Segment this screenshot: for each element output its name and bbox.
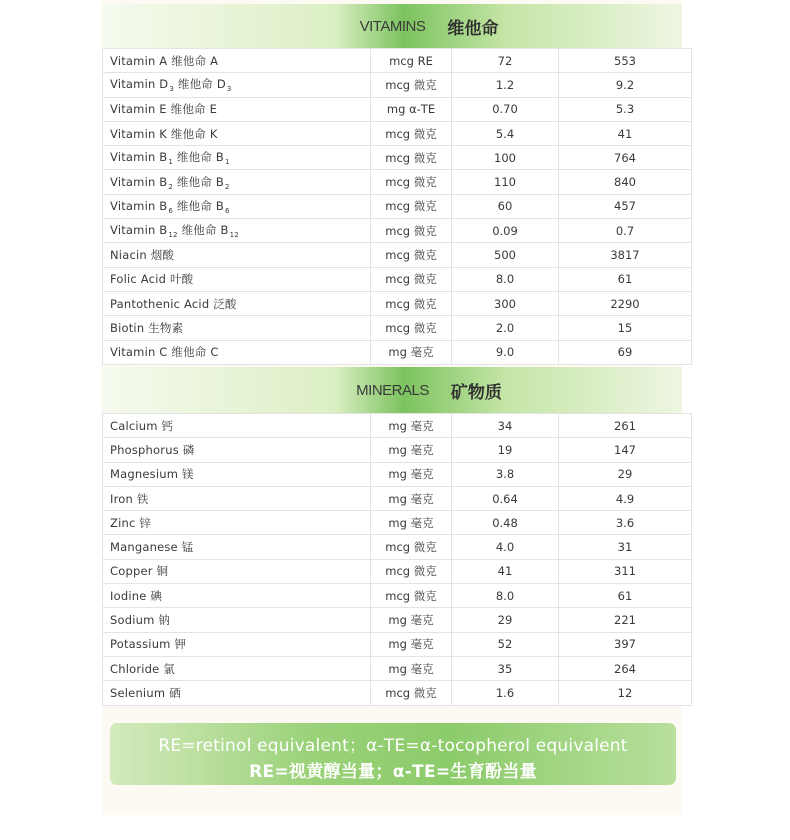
nutrient-name-cn: 维他命 B (173, 198, 224, 213)
nutrient-unit: mg 毫克 (371, 438, 452, 462)
vitamins-title-cn: 维他命 (447, 18, 499, 39)
footnote-box (110, 723, 676, 785)
table-row (103, 291, 692, 315)
nutrient-subscript: 6 (224, 206, 230, 215)
nutrient-value-per-serving: 300 (452, 291, 559, 315)
nutrient-value-per-100: 61 (559, 584, 692, 608)
table-row (103, 316, 692, 340)
nutrient-subscript: 12 (229, 231, 239, 240)
nutrient-value-per-serving: 3.8 (452, 462, 559, 486)
nutrient-value-per-100: 764 (559, 146, 692, 170)
nutrient-unit: mcg 微克 (371, 194, 452, 218)
footnote-line-en: RE=retinol equivalent；α-TE=α-tocopherol equivalent (158, 736, 628, 756)
nutrient-unit: mcg 微克 (371, 584, 452, 608)
nutrient-unit: mg 毫克 (371, 511, 452, 535)
nutrient-subscript: 12 (168, 231, 178, 240)
nutrient-value-per-100: 61 (559, 267, 692, 291)
nutrient-value-per-100: 0.7 (559, 219, 692, 243)
nutrient-value-per-100: 69 (559, 340, 692, 364)
nutrient-name-cn: 维他命 B (177, 223, 229, 238)
nutrient-value-per-100: 261 (559, 414, 692, 438)
nutrient-value-per-100: 457 (559, 194, 692, 218)
table-row (103, 486, 692, 510)
nutrient-name (103, 146, 371, 170)
nutrient-value-per-100: 4.9 (559, 486, 692, 510)
nutrient-unit: mg 毫克 (371, 486, 452, 510)
nutrient-value-per-serving: 19 (452, 438, 559, 462)
table-row (103, 146, 692, 170)
nutrient-name: Pantothenic Acid 泛酸 (103, 291, 371, 315)
table-row (103, 49, 692, 73)
nutrient-subscript: 3 (169, 85, 175, 94)
nutrient-unit: mcg 微克 (371, 681, 452, 705)
nutrient-value-per-100: 311 (559, 559, 692, 583)
nutrient-value-per-serving: 60 (452, 194, 559, 218)
nutrient-name: Biotin 生物素 (103, 316, 371, 340)
table-row (103, 97, 692, 121)
nutrient-name: Vitamin E 维他命 E (103, 97, 371, 121)
nutrient-name: Copper 铜 (103, 559, 371, 583)
nutrient-value-per-serving: 100 (452, 146, 559, 170)
table-row (103, 243, 692, 267)
nutrient-value-per-serving: 8.0 (452, 267, 559, 291)
nutrient-value-per-serving: 9.0 (452, 340, 559, 364)
nutrient-value-per-100: 3.6 (559, 511, 692, 535)
table-row (103, 462, 692, 486)
nutrient-value-per-serving: 0.48 (452, 511, 559, 535)
nutrient-name (103, 194, 371, 218)
nutrient-value-per-100: 29 (559, 462, 692, 486)
table-row (103, 608, 692, 632)
nutrient-subscript: 1 (168, 158, 174, 167)
table-row (103, 194, 692, 218)
nutrient-value-per-serving: 110 (452, 170, 559, 194)
nutrient-name (103, 170, 371, 194)
nutrient-value-per-100: 221 (559, 608, 692, 632)
table-row (103, 170, 692, 194)
minerals-title-cn: 矿物质 (450, 382, 502, 403)
minerals-title-en: MINERALS (356, 381, 429, 399)
nutrient-name-en: Vitamin B (110, 223, 168, 238)
table-row (103, 414, 692, 438)
nutrient-unit: mg α-TE (371, 97, 452, 121)
table-row (103, 535, 692, 559)
nutrient-name-cn: 维他命 B (173, 150, 224, 165)
nutrient-name-cn: 维他命 D (174, 77, 226, 92)
nutrient-name: Phosphorus 磷 (103, 438, 371, 462)
nutrient-value-per-100: 5.3 (559, 97, 692, 121)
nutrient-name: Potassium 钾 (103, 632, 371, 656)
nutrient-name-en: Vitamin B (110, 174, 168, 189)
table-row (103, 681, 692, 705)
nutrient-value-per-100: 147 (559, 438, 692, 462)
nutrient-unit: mg 毫克 (371, 608, 452, 632)
nutrient-name-en: Vitamin D (110, 77, 169, 92)
nutrient-subscript: 2 (168, 182, 174, 191)
nutrient-name (103, 73, 371, 97)
nutrient-unit: mcg 微克 (371, 559, 452, 583)
nutrient-name: Calcium 钙 (103, 414, 371, 438)
nutrient-name: Vitamin K 维他命 K (103, 121, 371, 145)
nutrient-value-per-serving: 0.70 (452, 97, 559, 121)
nutrient-value-per-serving: 72 (452, 49, 559, 73)
nutrient-value-per-100: 3817 (559, 243, 692, 267)
nutrient-name: Niacin 烟酸 (103, 243, 371, 267)
nutrient-name: Iron 铁 (103, 486, 371, 510)
nutrient-name: Zinc 锌 (103, 511, 371, 535)
nutrient-value-per-serving: 8.0 (452, 584, 559, 608)
nutrient-value-per-serving: 35 (452, 656, 559, 680)
minerals-header (102, 367, 682, 413)
nutrient-value-per-serving: 29 (452, 608, 559, 632)
nutrient-name-en: Vitamin B (110, 198, 168, 213)
vitamins-table (102, 48, 692, 365)
nutrient-name-en: Vitamin B (110, 150, 168, 165)
nutrient-value-per-serving: 41 (452, 559, 559, 583)
nutrient-value-per-100: 264 (559, 656, 692, 680)
table-row (103, 340, 692, 364)
nutrient-subscript: 2 (224, 182, 230, 191)
nutrient-unit: mcg 微克 (371, 267, 452, 291)
nutrient-unit: mg 毫克 (371, 462, 452, 486)
footnote-line-cn: RE=视黄醇当量；α-TE=生育酚当量 (249, 762, 537, 782)
nutrient-unit: mcg 微克 (371, 535, 452, 559)
table-row (103, 511, 692, 535)
nutrient-unit: mcg 微克 (371, 316, 452, 340)
nutrient-name: Sodium 钠 (103, 608, 371, 632)
table-row (103, 656, 692, 680)
nutrient-unit: mcg 微克 (371, 243, 452, 267)
nutrient-value-per-100: 840 (559, 170, 692, 194)
table-row (103, 267, 692, 291)
nutrient-value-per-serving: 0.09 (452, 219, 559, 243)
nutrient-unit: mg 毫克 (371, 632, 452, 656)
nutrient-value-per-100: 12 (559, 681, 692, 705)
nutrient-unit: mcg RE (371, 49, 452, 73)
nutrient-subscript: 1 (224, 158, 230, 167)
nutrient-value-per-100: 553 (559, 49, 692, 73)
table-row (103, 219, 692, 243)
table-row (103, 73, 692, 97)
nutrient-value-per-100: 2290 (559, 291, 692, 315)
nutrient-value-per-serving: 52 (452, 632, 559, 656)
nutrient-value-per-serving: 4.0 (452, 535, 559, 559)
nutrient-name: Magnesium 镁 (103, 462, 371, 486)
nutrient-unit: mg 毫克 (371, 656, 452, 680)
nutrient-value-per-serving: 500 (452, 243, 559, 267)
nutrient-name-cn: 维他命 B (173, 174, 224, 189)
table-row (103, 559, 692, 583)
nutrient-name: Vitamin C 维他命 C (103, 340, 371, 364)
nutrient-value-per-serving: 5.4 (452, 121, 559, 145)
nutrient-subscript: 3 (226, 85, 232, 94)
nutrient-subscript: 6 (168, 206, 174, 215)
nutrient-value-per-100: 31 (559, 535, 692, 559)
table-row (103, 438, 692, 462)
nutrient-name: Vitamin A 维他命 A (103, 49, 371, 73)
nutrient-value-per-serving: 2.0 (452, 316, 559, 340)
nutrient-value-per-100: 15 (559, 316, 692, 340)
nutrient-value-per-serving: 0.64 (452, 486, 559, 510)
nutrient-value-per-serving: 1.2 (452, 73, 559, 97)
nutrient-value-per-serving: 34 (452, 414, 559, 438)
minerals-table (102, 413, 692, 706)
table-row (103, 632, 692, 656)
nutrient-name: Iodine 碘 (103, 584, 371, 608)
nutrient-unit: mcg 微克 (371, 291, 452, 315)
nutrient-name: Folic Acid 叶酸 (103, 267, 371, 291)
nutrient-name: Chloride 氯 (103, 656, 371, 680)
vitamins-title-en: VITAMINS (359, 17, 426, 35)
nutrient-unit: mcg 微克 (371, 146, 452, 170)
nutrient-unit: mg 毫克 (371, 414, 452, 438)
nutrient-name: Manganese 锰 (103, 535, 371, 559)
nutrient-unit: mcg 微克 (371, 73, 452, 97)
nutrient-unit: mcg 微克 (371, 170, 452, 194)
nutrient-unit: mcg 微克 (371, 219, 452, 243)
nutrient-name: Selenium 硒 (103, 681, 371, 705)
nutrient-unit: mg 毫克 (371, 340, 452, 364)
nutrient-name (103, 219, 371, 243)
nutrient-unit: mcg 微克 (371, 121, 452, 145)
nutrient-value-per-100: 9.2 (559, 73, 692, 97)
table-row (103, 584, 692, 608)
table-row (103, 121, 692, 145)
nutrient-value-per-serving: 1.6 (452, 681, 559, 705)
nutrient-value-per-100: 397 (559, 632, 692, 656)
vitamins-header (102, 4, 682, 48)
nutrient-value-per-100: 41 (559, 121, 692, 145)
